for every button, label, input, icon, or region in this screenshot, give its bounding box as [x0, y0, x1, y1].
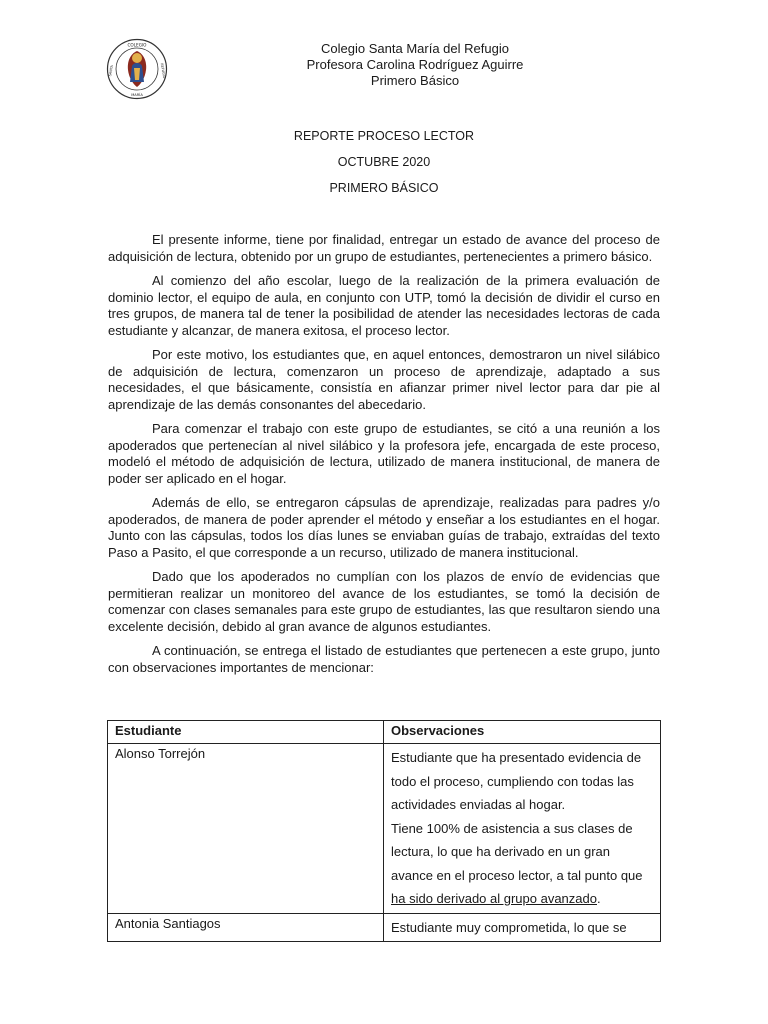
report-titles — [0, 129, 768, 207]
paragraph-list-intro: A continuación, se entrega el listado de estudiantes que pertenecen a este grupo, junto con observaciones importantes de mencionar: — [108, 643, 660, 675]
paragraph-classes: Dado que los apoderados no cumplían con los plazos de envío de evidencias que permitieran realizar un monitoreo del avance de los estudiantes, se tomó la decisión de comenzar con clases semanales para este grupo de estudiantes, las que resultaron siendo una excelente decisión, debido al gran avance de algunos estudiantes. — [108, 569, 660, 634]
table-row — [108, 913, 661, 942]
column-header-observations: Observaciones — [384, 721, 661, 744]
logo-text-top: COLEGIO — [127, 42, 147, 48]
paragraph-meeting: Para comenzar el trabajo con este grupo de estudiantes, se citó a una reunión a los apoderados que pertenecían al nivel silábico y la profesora jefe, encargada de este proceso, modeló el método de adquisición de lectura, utilizado de manera institucional, de manera de poder ser aplicado en el hogar. — [108, 421, 660, 486]
observation-underlined-text: ha sido derivado al grupo avanzado — [391, 891, 597, 906]
student-name: Antonia Santiagos — [108, 913, 384, 942]
column-header-student: Estudiante — [108, 721, 384, 744]
paragraph-purpose: El presente informe, tiene por finalidad, entregar un estado de avance del proceso de adquisición de lectura, obtenido por un grupo de estudiantes, pertenecientes a primero básico. — [108, 232, 660, 264]
report-body — [108, 232, 660, 684]
observation-text — [391, 817, 654, 911]
students-table — [107, 720, 661, 942]
student-observations — [384, 913, 661, 942]
observation-text-part: . — [596, 891, 601, 906]
report-month: OCTUBRE 2020 — [337, 155, 431, 169]
observation-text: Estudiante muy comprometida, lo que se — [391, 919, 627, 935]
report-course: PRIMERO BÁSICO — [329, 181, 439, 195]
teacher-name: Profesora Carolina Rodríguez Aguirre — [306, 57, 524, 72]
paragraph-beginning: Al comienzo del año escolar, luego de la realización de la primera evaluación de dominio lector, el equipo de aula, en conjunto con UTP, tomó la decisión de dividir el curso en tres grupos, de manera tal de tener la posibilidad de atender las necesidades lectoras de cada estudiante y alcanzar, de manera exitosa, el proceso lector. — [108, 273, 660, 338]
grade-name: Primero Básico — [370, 73, 460, 88]
observation-text: Estudiante que ha presentado evidencia de todo el proceso, cumpliendo con todas las actividades enviadas al hogar. — [391, 750, 642, 812]
logo-text-left: SANTA — [108, 64, 114, 77]
logo-text-bottom: MARÍA — [131, 93, 143, 97]
report-title: REPORTE PROCESO LECTOR — [293, 129, 475, 143]
document-header — [0, 41, 768, 89]
student-name: Alonso Torrejón — [108, 744, 384, 914]
observation-text-part: Tiene 100% de asistencia a sus clases de lectura, lo que ha derivado en un gran avance en el proceso lector, a tal punto que — [391, 820, 643, 883]
table-row — [108, 744, 661, 914]
paragraph-motive: Por este motivo, los estudiantes que, en aquel entonces, demostraron un nivel silábico de adquisición de lectura, comenzaron un proceso de aprendizaje, adaptado a sus necesidades, el que básicamente, consistía en afianzar primer nivel lector para dar pie al aprendizaje de las demás consonantes del abecedario. — [108, 347, 660, 412]
table-header-row — [108, 721, 661, 744]
paragraph-capsules: Además de ello, se entregaron cápsulas de aprendizaje, realizadas para padres y/o apoderados, de manera de poder aprender el método y enseñar a los estudiantes en el hogar. Junto con las cápsulas, todos los días lunes se enviaban guías de trabajo, extraídas del texto Paso a Pasito, el que corresponde a un recurso, utilizado de manera institucional. — [108, 495, 660, 560]
logo-text-right: REFUGIO — [159, 62, 167, 79]
student-observations — [384, 744, 661, 914]
school-name: Colegio Santa María del Refugio — [321, 41, 509, 56]
